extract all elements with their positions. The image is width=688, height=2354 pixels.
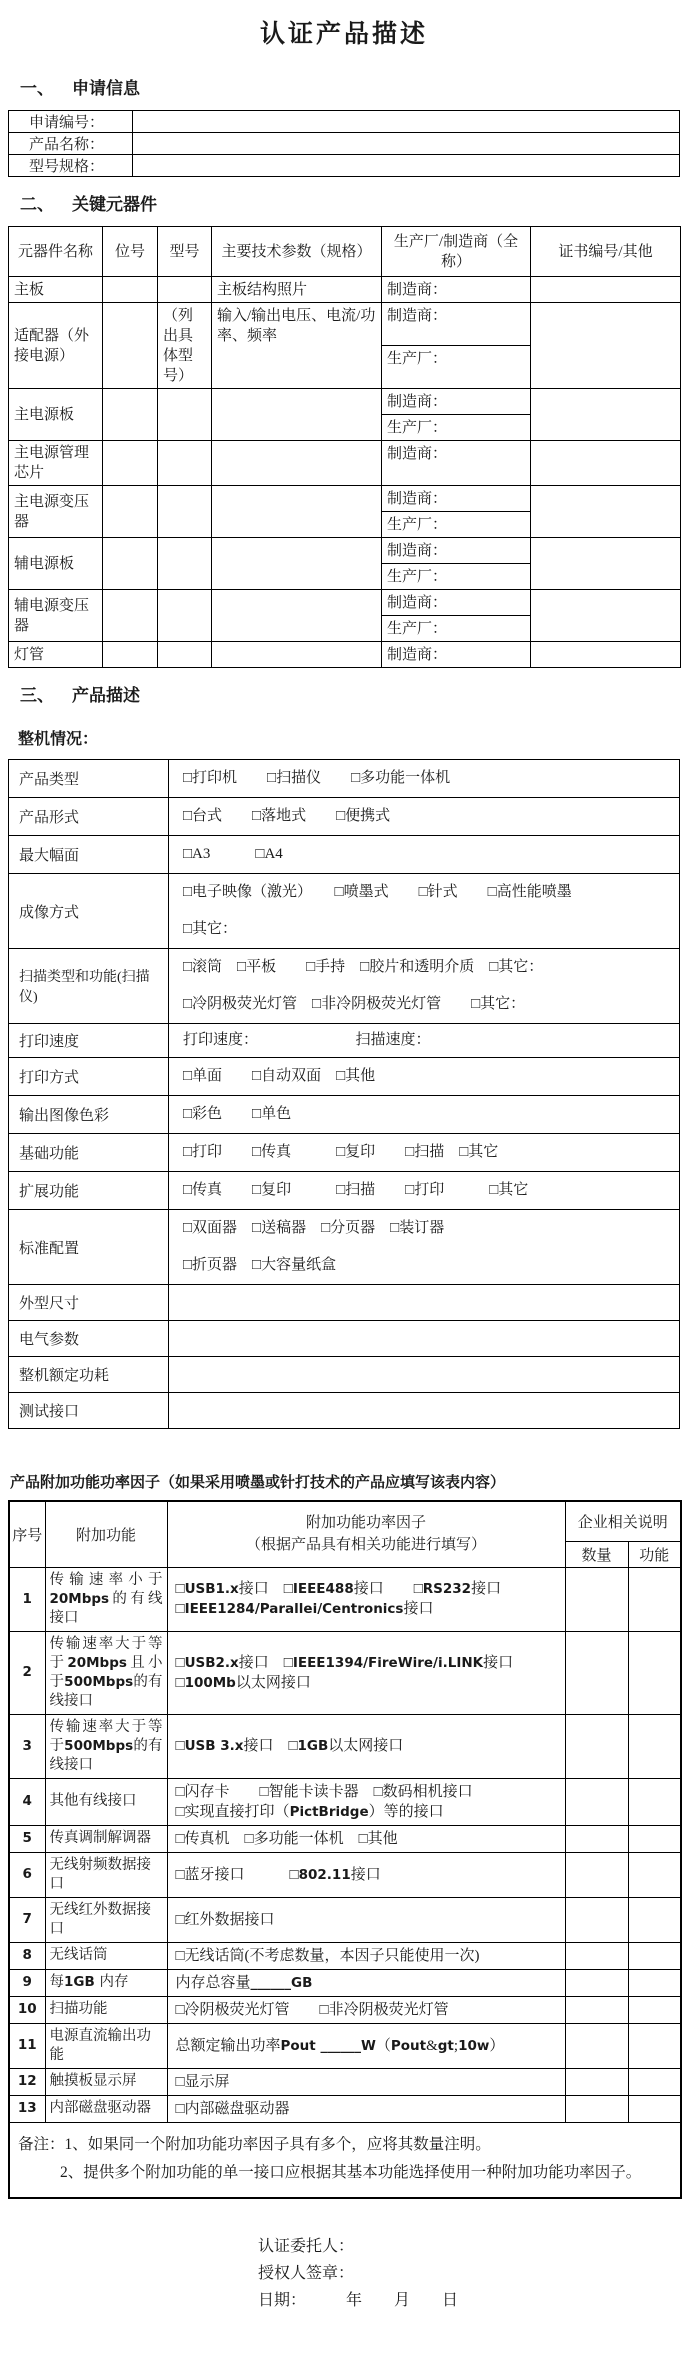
serial-no: 8 — [9, 1942, 45, 1969]
quantity-cell — [565, 2068, 628, 2095]
row-label: 成像方式 — [9, 874, 169, 949]
checkbox-options-line: □100Mb以太网接口 — [175, 1674, 311, 1691]
table-row-mainboard — [9, 277, 681, 303]
factor-options-cell — [167, 1714, 565, 1778]
table-row-2 — [9, 1631, 681, 1714]
empty-cell — [212, 538, 382, 590]
component-name: 主电源管理芯片 — [9, 441, 103, 486]
table-row-main-transformer — [9, 486, 681, 512]
application-number-value-cell — [133, 111, 680, 133]
component-name: 主电源变压器 — [9, 486, 103, 538]
quantity-cell — [565, 1567, 628, 1631]
row-label: 产品形式 — [9, 798, 169, 836]
row-label: 测试接口 — [9, 1393, 169, 1429]
options-cell — [169, 760, 680, 798]
header-line: （根据产品具有相关功能进行填写） — [245, 1537, 486, 1554]
empty-cell — [158, 642, 212, 668]
factory-label: 生产厂： — [382, 346, 531, 389]
function-cell — [628, 1825, 681, 1852]
options-cell — [169, 1172, 680, 1210]
additional-function: 无线红外数据接口 — [45, 1897, 167, 1942]
function-cell — [628, 1897, 681, 1942]
additional-function: 扫描功能 — [45, 1996, 167, 2023]
model-spec-value-cell — [133, 155, 680, 177]
value-cell — [169, 1393, 680, 1429]
options-cell — [169, 836, 680, 874]
empty-cell — [531, 389, 681, 441]
manufacturer-label: 制造商： — [382, 441, 531, 486]
empty-cell — [531, 486, 681, 538]
manufacturer-label: 制造商： — [382, 590, 531, 616]
checkbox-options-line: □A3 □A4 — [183, 846, 283, 862]
additional-function: 每1GB 内存 — [45, 1969, 167, 1996]
manufacturer-label: 制造商： — [382, 486, 531, 512]
model-spec-label: 型号规格： — [9, 155, 133, 177]
empty-cell — [103, 590, 158, 642]
component-name: 主板 — [9, 277, 103, 303]
table-row-power-mgmt-chip — [9, 441, 681, 486]
table-row-11 — [9, 2023, 681, 2068]
table-row-aux-power-board — [9, 538, 681, 564]
table-header-row — [9, 1501, 681, 1541]
table-row-electrical-params — [9, 1321, 680, 1357]
checkbox-options-line: □冷阴极荧光灯管 □非冷阴极荧光灯管 □其它： — [183, 996, 526, 1012]
factor-options-cell — [167, 2023, 565, 2068]
empty-cell — [103, 441, 158, 486]
checkbox-options-line: □闪存卡 □智能卡读卡器 □数码相机接口 — [175, 1783, 473, 1800]
serial-no: 10 — [9, 1996, 45, 2023]
manufacturer-label: 制造商： — [382, 389, 531, 415]
quantity-cell — [565, 1942, 628, 1969]
table-row-main-power-board — [9, 389, 681, 415]
options-cell — [169, 1134, 680, 1172]
factory-label: 生产厂： — [382, 616, 531, 642]
checkbox-options-line: □IEEE1284/Parallei/Centronics接口 — [175, 1601, 434, 1617]
empty-cell — [158, 590, 212, 642]
table-row — [9, 155, 680, 177]
col-header-component-name: 元器件名称 — [9, 227, 103, 277]
table-row-dimensions — [9, 1285, 680, 1321]
table-row-test-interface — [9, 1393, 680, 1429]
serial-no: 11 — [9, 2023, 45, 2068]
checkbox-options-line: □双面器 □送稿器 □分页器 □装订器 — [183, 1220, 445, 1236]
checkbox-options-line: □实现直接打印（PictBridge）等的接口 — [175, 1803, 444, 1820]
factor-options-cell — [167, 1942, 565, 1969]
checkbox-options-line: □冷阴极荧光灯管 □非冷阴极荧光灯管 — [175, 2001, 449, 2018]
section-heading-application-info — [20, 74, 680, 99]
empty-cell — [103, 642, 158, 668]
col-header-power-factor — [167, 1501, 565, 1567]
section-number: 三、 — [20, 686, 54, 705]
col-header-serial-no: 序号 — [9, 1501, 45, 1567]
section-number: 二、 — [20, 195, 54, 214]
table-row-6 — [9, 1852, 681, 1897]
application-number-label: 申请编号： — [9, 111, 133, 133]
row-label: 扩展功能 — [9, 1172, 169, 1210]
empty-cell — [531, 303, 681, 389]
checkbox-options-line: □打印 □传真 □复印 □扫描 □其它 — [183, 1144, 499, 1160]
factor-options-cell — [167, 1852, 565, 1897]
table-row-output-color — [9, 1096, 680, 1134]
factor-options-cell — [167, 2068, 565, 2095]
product-name-label: 产品名称： — [9, 133, 133, 155]
options-cell — [169, 1024, 680, 1058]
product-name-value-cell — [133, 133, 680, 155]
factor-options-cell — [167, 1897, 565, 1942]
checkbox-options-line: □电子映像（激光） □喷墨式 □针式 □高性能喷墨 — [183, 884, 572, 900]
serial-no: 5 — [9, 1825, 45, 1852]
quantity-cell — [565, 1897, 628, 1942]
checkbox-options-line: □打印机 □扫描仪 □多功能一体机 — [183, 770, 451, 786]
empty-cell — [158, 277, 212, 303]
empty-cell — [212, 590, 382, 642]
additional-function: 传输速率小于20Mbps的有线接口 — [45, 1567, 167, 1631]
table-row-aux-transformer — [9, 590, 681, 616]
col-header-position: 位号 — [103, 227, 158, 277]
section-title: 产品描述 — [72, 686, 140, 705]
checkbox-options-line: □其它： — [183, 921, 238, 937]
value-cell — [169, 1357, 680, 1393]
table-row-rated-power — [9, 1357, 680, 1393]
certification-client-label: 认证委托人： — [258, 2237, 355, 2255]
empty-cell — [531, 538, 681, 590]
table-header-row — [9, 227, 681, 277]
col-header-function: 功能 — [628, 1541, 681, 1567]
checkbox-options-line: □单面 □自动双面 □其他 — [183, 1068, 376, 1084]
value-cell — [169, 1285, 680, 1321]
factory-label: 生产厂： — [382, 415, 531, 441]
function-cell — [628, 1942, 681, 1969]
section-heading-product-description — [20, 681, 680, 706]
empty-cell — [212, 642, 382, 668]
checkbox-options-line: □无线话筒(不考虑数量，本因子只能使用一次) — [175, 1947, 480, 1964]
serial-no: 7 — [9, 1897, 45, 1942]
factor-options-cell — [167, 2095, 565, 2122]
remarks-row — [9, 2122, 681, 2198]
table-row-12 — [9, 2068, 681, 2095]
remark-line: 2、提供多个附加功能的单一接口应根据其基本功能选择使用一种附加功能功率因子。 — [60, 2163, 642, 2181]
additional-function: 传真调制解调器 — [45, 1825, 167, 1852]
serial-no: 12 — [9, 2068, 45, 2095]
row-label: 标准配置 — [9, 1210, 169, 1285]
table-row-lamp-tube — [9, 642, 681, 668]
col-header-tech-params: 主要技术参数（规格） — [212, 227, 382, 277]
power-factor-table — [8, 1500, 682, 2199]
empty-cell — [531, 642, 681, 668]
empty-cell — [158, 538, 212, 590]
authorized-signature-label: 授权人签章： — [258, 2264, 355, 2282]
section-title: 关键元器件 — [72, 195, 157, 214]
table-row-product-form — [9, 798, 680, 836]
table-row-imaging-method — [9, 874, 680, 949]
options-cell — [169, 1210, 680, 1285]
checkbox-options-line: □滚筒 □平板 □手持 □胶片和透明介质 □其它： — [183, 959, 544, 975]
remarks-cell — [9, 2122, 681, 2198]
table-row — [9, 111, 680, 133]
row-label: 输出图像色彩 — [9, 1096, 169, 1134]
tech-params: 主板结构照片 — [212, 277, 382, 303]
factory-label: 生产厂： — [382, 564, 531, 590]
function-cell — [628, 1969, 681, 1996]
serial-no: 3 — [9, 1714, 45, 1778]
checkbox-options-line: □台式 □落地式 □便携式 — [183, 808, 391, 824]
model-note: （列出具体型号） — [158, 303, 212, 389]
row-label: 打印速度 — [9, 1024, 169, 1058]
table-row-5 — [9, 1825, 681, 1852]
row-label: 电气参数 — [9, 1321, 169, 1357]
table-row-7 — [9, 1897, 681, 1942]
quantity-cell — [565, 1778, 628, 1825]
function-cell — [628, 1852, 681, 1897]
table-row-13 — [9, 2095, 681, 2122]
options-cell — [169, 1096, 680, 1134]
row-label: 外型尺寸 — [9, 1285, 169, 1321]
factor-options-cell — [167, 1778, 565, 1825]
table-row-basic-functions — [9, 1134, 680, 1172]
component-name: 主电源板 — [9, 389, 103, 441]
table-row-max-size — [9, 836, 680, 874]
serial-no: 13 — [9, 2095, 45, 2122]
quantity-cell — [565, 2023, 628, 2068]
col-header-manufacturer: 生产厂/制造商（全称） — [382, 227, 531, 277]
checkbox-options-line: □内部磁盘驱动器 — [175, 2100, 290, 2117]
function-cell — [628, 2068, 681, 2095]
function-cell — [628, 1996, 681, 2023]
empty-cell — [158, 389, 212, 441]
empty-cell — [103, 486, 158, 538]
table-row-8 — [9, 1942, 681, 1969]
additional-function: 电源直流输出功能 — [45, 2023, 167, 2068]
table-row-10 — [9, 1996, 681, 2023]
options-cell — [169, 949, 680, 1024]
header-line: 附加功能功率因子 — [305, 1515, 426, 1532]
row-label: 整机额定功耗 — [9, 1357, 169, 1393]
empty-cell — [158, 441, 212, 486]
checkbox-options-line: □折页器 □大容量纸盒 — [183, 1257, 337, 1273]
table-row-9 — [9, 1969, 681, 1996]
section-number: 一、 — [20, 79, 54, 98]
output-power-line: 总额定输出功率Pout ______W（Pout&gt;10w） — [175, 2037, 505, 2054]
application-info-table — [8, 110, 680, 177]
empty-cell — [212, 389, 382, 441]
empty-cell — [212, 441, 382, 486]
additional-function: 触摸板显示屏 — [45, 2068, 167, 2095]
table-row-standard-config — [9, 1210, 680, 1285]
function-cell — [628, 1631, 681, 1714]
manufacturer-label: 制造商： — [382, 303, 531, 346]
checkbox-options-line: □USB1.x接口 □IEEE488接口 □RS232接口 — [175, 1581, 502, 1597]
table-row-3 — [9, 1714, 681, 1778]
col-header-quantity: 数量 — [565, 1541, 628, 1567]
date-label: 日期： 年 月 日 — [258, 2291, 459, 2309]
component-name: 灯管 — [9, 642, 103, 668]
power-factor-heading: 产品附加功能功率因子（如果采用喷墨或针打技术的产品应填写该表内容） — [10, 1475, 506, 1491]
table-row-extended-functions — [9, 1172, 680, 1210]
checkbox-options-line: □彩色 □单色 — [183, 1106, 292, 1122]
table-row-1 — [9, 1567, 681, 1631]
manufacturer-label: 制造商： — [382, 642, 531, 668]
function-cell — [628, 1714, 681, 1778]
options-cell — [169, 1058, 680, 1096]
empty-cell — [158, 486, 212, 538]
additional-function: 传输速率大于等于20Mbps且小于500Mbps的有线接口 — [45, 1631, 167, 1714]
key-components-table — [8, 226, 681, 668]
options-cell — [169, 874, 680, 949]
serial-no: 6 — [9, 1852, 45, 1897]
empty-cell — [103, 303, 158, 389]
table-row-adapter — [9, 303, 681, 346]
checkbox-options-line: □传真机 □多功能一体机 □其他 — [175, 1830, 398, 1847]
empty-cell — [531, 590, 681, 642]
page-title: 认证产品描述 — [259, 21, 428, 48]
quantity-cell — [565, 1631, 628, 1714]
function-cell — [628, 1778, 681, 1825]
checkbox-options-line: □USB 3.x接口 □1GB以太网接口 — [175, 1738, 404, 1754]
additional-function: 内部磁盘驱动器 — [45, 2095, 167, 2122]
function-cell — [628, 1567, 681, 1631]
checkbox-options-line: □蓝牙接口 □802.11接口 — [175, 1866, 381, 1883]
table-row-4 — [9, 1778, 681, 1825]
serial-no: 4 — [9, 1778, 45, 1825]
component-name: 辅电源板 — [9, 538, 103, 590]
additional-function: 无线射频数据接口 — [45, 1852, 167, 1897]
section-title: 申请信息 — [72, 79, 140, 98]
table-row-product-type — [9, 760, 680, 798]
checkbox-options-line: □USB2.x接口 □IEEE1394/FireWire/i.LINK接口 — [175, 1654, 514, 1671]
additional-function: 其他有线接口 — [45, 1778, 167, 1825]
factory-label: 生产厂： — [382, 512, 531, 538]
memory-capacity-line: 内存总容量______GB — [175, 1974, 313, 1991]
factor-options-cell — [167, 1996, 565, 2023]
value-cell — [169, 1321, 680, 1357]
table-row-print-speed — [9, 1024, 680, 1058]
quantity-cell — [565, 2095, 628, 2122]
function-cell — [628, 2095, 681, 2122]
empty-cell — [212, 486, 382, 538]
additional-function: 传输速率大于等于500Mbps的有线接口 — [45, 1714, 167, 1778]
whole-machine-subtitle: 整机情况： — [18, 731, 99, 748]
factor-options-cell — [167, 1969, 565, 1996]
serial-no: 1 — [9, 1567, 45, 1631]
checkbox-options-line: □红外数据接口 — [175, 1911, 275, 1928]
table-row-scan-type — [9, 949, 680, 1024]
whole-machine-table — [8, 759, 680, 1429]
signature-block — [258, 2233, 680, 2314]
empty-cell — [103, 277, 158, 303]
tech-params: 输入/输出电压、电流/功率、频率 — [212, 303, 382, 389]
row-label: 扫描类型和功能(扫描仪) — [9, 949, 169, 1024]
serial-no: 2 — [9, 1631, 45, 1714]
section-heading-key-components — [20, 190, 680, 215]
col-header-company-notes: 企业相关说明 — [565, 1501, 681, 1541]
empty-cell — [103, 389, 158, 441]
row-label: 产品类型 — [9, 760, 169, 798]
quantity-cell — [565, 1996, 628, 2023]
factor-options-cell — [167, 1567, 565, 1631]
factor-options-cell — [167, 1631, 565, 1714]
col-header-certificate: 证书编号/其他 — [531, 227, 681, 277]
quantity-cell — [565, 1969, 628, 1996]
serial-no: 9 — [9, 1969, 45, 1996]
row-label: 基础功能 — [9, 1134, 169, 1172]
empty-cell — [103, 538, 158, 590]
checkbox-options-line: □传真 □复印 □扫描 □打印 □其它 — [183, 1182, 529, 1198]
manufacturer-label: 制造商： — [382, 277, 531, 303]
options-cell — [169, 798, 680, 836]
empty-cell — [531, 441, 681, 486]
row-label: 打印方式 — [9, 1058, 169, 1096]
manufacturer-label: 制造商： — [382, 538, 531, 564]
quantity-cell — [565, 1714, 628, 1778]
col-header-additional-function: 附加功能 — [45, 1501, 167, 1567]
table-row-print-mode — [9, 1058, 680, 1096]
speed-fields-line: 打印速度： 扫描速度： — [183, 1032, 431, 1048]
quantity-cell — [565, 1825, 628, 1852]
function-cell — [628, 2023, 681, 2068]
component-name: 辅电源变压器 — [9, 590, 103, 642]
component-name: 适配器（外接电源） — [9, 303, 103, 389]
col-header-model: 型号 — [158, 227, 212, 277]
quantity-cell — [565, 1852, 628, 1897]
additional-function: 无线话筒 — [45, 1942, 167, 1969]
remark-line: 备注：1、如果同一个附加功能功率因子具有多个，应将其数量注明。 — [18, 2135, 491, 2153]
empty-cell — [531, 277, 681, 303]
row-label: 最大幅面 — [9, 836, 169, 874]
table-row — [9, 133, 680, 155]
checkbox-options-line: □显示屏 — [175, 2073, 230, 2090]
factor-options-cell — [167, 1825, 565, 1852]
